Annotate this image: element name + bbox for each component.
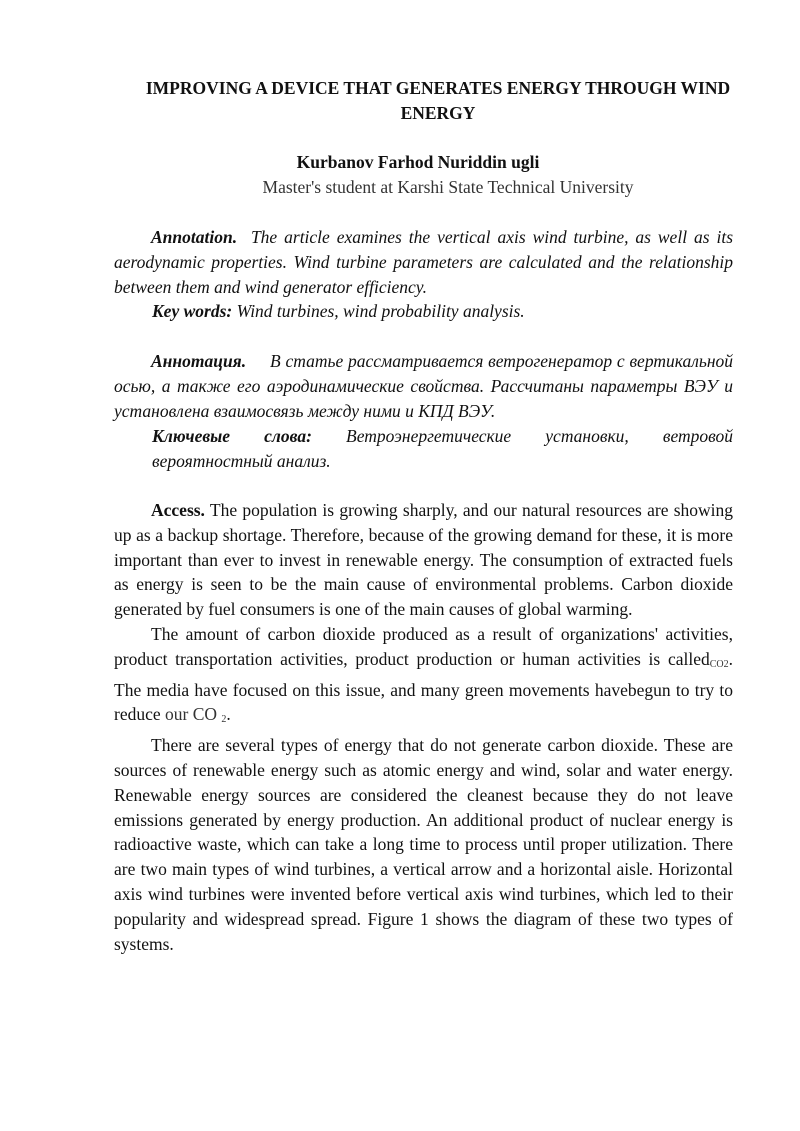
author-name: Kurbanov Farhod Nuriddin ugli [296, 152, 540, 172]
paragraph-3: There are several types of energy that do not generate carbon dioxide. These are sources of renewable energy such as atomic energy and wind, solar and water energy. Renewable energy sources are considered the cleanest because they do not leave emissions generated by energy production. An additional product of nuclear energy is radioactive waste, which can take a long time to process until proper utilization. There are two main types of wind turbines, a vertical arrow and a horizontal aisle. Horizontal axis wind turbines were invented before vertical axis wind turbines, which led to their popularity and widespread spread. Figure 1 shows the diagram of these two types of systems. [114, 735, 733, 954]
paragraph-1 [114, 498, 733, 622]
paper-title: IMPROVING A DEVICE THAT GENERATES ENERGY THROUGH WIND ENERGY [145, 78, 731, 123]
annotation-ru [114, 349, 733, 423]
co2-subscript: CO2 [709, 658, 729, 670]
body-text [114, 498, 733, 956]
keywords-ru-line1 [152, 424, 733, 449]
paragraph-1-text: The population is growing sharply, and our natural resources are showing up as a backup shortage. Therefore, because of the growing demand for these, it is more important than ever to invest in renewable energy. The consumption of extracted fuels as energy is seen to be the main cause of environmental problems. Carbon dioxide generated by fuel consumers is one of the main causes of global warming. [114, 500, 734, 620]
keywords-en-label: Key words: [152, 301, 233, 321]
keywords-ru-label: Ключевые слова: [152, 426, 312, 446]
keywords-en-text: Wind turbines, wind probability analysis. [236, 301, 525, 321]
co2-subscript-2: 2 [221, 714, 227, 726]
keywords-ru [152, 424, 733, 474]
paragraph-2 [114, 622, 733, 733]
author-affiliation: Master's student at Karshi State Technical University [262, 177, 634, 197]
keywords-ru-text-2: вероятностный анализ. [152, 450, 331, 471]
paragraph-2-text-c: our CO [165, 704, 222, 725]
keywords-en [152, 299, 733, 324]
paragraph-2-text-b: . The media have focused on this issue, and many green movements havebegun to try to reduce [114, 648, 733, 725]
annotation-en [114, 225, 733, 299]
paragraph-2-text-d: . [226, 704, 231, 725]
annotation-ru-label: Аннотация. [151, 351, 247, 371]
keywords-ru-text-1: Ветроэнергетические установки, ветровой [346, 426, 733, 446]
paragraph-2-text-a: The amount of carbon dioxide produced as a result of organizations' activities, product transportation activities, product production or human activities is called [114, 623, 733, 669]
annotation-en-text: The article examines the vertical axis wind turbine, as well as its aerodynamic properties. Wind turbine parameters are calculated and the relationship between them and wind generator efficiency. [114, 227, 734, 297]
section-label-access: Access. [151, 500, 205, 520]
annotation-en-label: Annotation. [151, 227, 238, 247]
annotation-ru-text: В статье рассматривается ветрогенератор с вертикальной осью, а также его аэродинамические свойства. Рассчитаны параметры ВЭУ и установлена взаимосвязь между ними и КПД ВЭУ. [114, 351, 734, 421]
